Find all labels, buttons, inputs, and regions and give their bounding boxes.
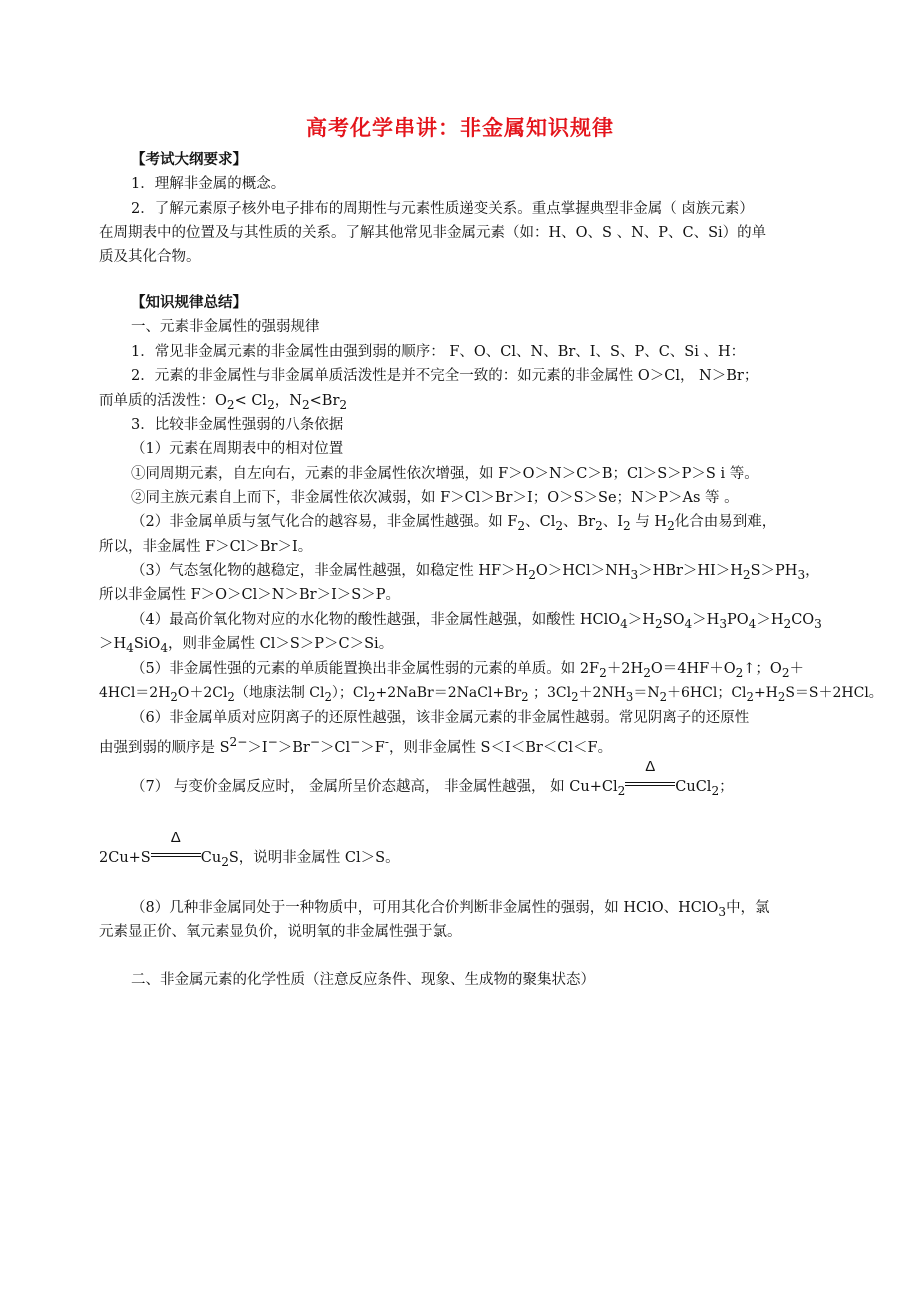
requirement-item-2-line-2: 在周期表中的位置及与其性质的关系。了解其他常见非金属元素（如：H、O、S 、N、P、C、Si）的单 <box>99 225 767 241</box>
basis-1-group: ②同主族元素自上而下，非金属性依次减弱，如 F＞Cl＞Br＞I；O＞S＞Se；N＞P＞As 等 。 <box>131 490 739 506</box>
rule-1-order: 1．常见非金属元素的非金属性由强到弱的顺序： F、O、Cl、N、Br、I、S、P、C、Si 、H： <box>131 344 746 360</box>
basis-2-line-1: （2）非金属单质与氢气化合的越容易，非金属性越强。如 $F_2$、$Cl_2$、$Br_2$、$I_2$ 与 $H_2$化合由易到难， <box>131 514 777 533</box>
basis-8-line-1: （8）几种非金属同处于一种物质中，可用其化合价判断非金属性的强弱，如 HClO、HClO$_3$中，氯 <box>131 900 770 919</box>
basis-3-line-2: 所以非金属性 F＞O＞Cl＞N＞Br＞I＞S＞P。 <box>99 587 400 603</box>
heating-arrow <box>625 758 675 797</box>
basis-7-line-1: （7） 与变价金属反应时， 金属所呈价态越高， 非金属性越强， 如 $Cu+Cl_2$ Δ CuCl$_2$； <box>131 758 734 798</box>
heating-arrow <box>151 829 201 868</box>
basis-8-line-2: 元素显正价、氧元素显负价，说明氧的非金属性强于氯。 <box>99 924 462 940</box>
basis-6-line-1: （6）非金属单质对应阴离子的还原性越强，该非金属元素的非金属性越弱。常见阴离子的还原性 <box>131 710 750 726</box>
basis-4-line-1: （4）最高价氧化物对应的水化物的酸性越强，非金属性越强，如酸性 $HClO_4>H_2SO_4>H_3PO_4>H_2CO_3$ <box>131 612 822 631</box>
basis-4-line-2: $>H_4SiO_4$，则非金属性 Cl＞S＞P＞C＞Si。 <box>99 636 394 655</box>
delta-symbol: Δ <box>170 829 181 846</box>
requirement-item-1: 1．理解非金属的概念。 <box>131 176 286 192</box>
basis-7-line-2: 2Cu+S Δ $Cu_2S$，说明非金属性 Cl＞S。 <box>99 829 400 869</box>
rule-3-heading: 3．比较非金属性强弱的八条依据 <box>131 417 344 433</box>
requirement-item-2-line-1: 2．了解元素原子核外电子排布的周期性与元素性质递变关系。重点掌握典型非金属（ 卤族元素） <box>131 201 754 217</box>
basis-1-heading: （1）元素在周期表中的相对位置 <box>131 441 344 457</box>
exam-requirements-heading: 【考试大纲要求】 <box>131 152 247 168</box>
basis-6-line-2: 由强到弱的顺序是 $S^{2-}>I^->Br^->Cl^->F^-$，则非金属性 S＜I＜Br＜Cl＜F。 <box>99 735 613 756</box>
basis-5-line-1: （5）非金属性强的元素的单质能置换出非金属性弱的元素的单质。如 $2F_2+2H_2O=4HF+O_2↑$；$O_2+$ <box>131 661 805 680</box>
basis-1-period: ①同周期元素，自左向右，元素的非金属性依次增强，如 F＞O＞N＞C＞B；Cl＞S＞P＞S i 等。 <box>131 466 759 482</box>
delta-symbol: Δ <box>645 758 656 775</box>
rule-2-line-2: 而单质的活泼性：$O_2< Cl_2$，$N_2<Br_2$ <box>99 393 348 412</box>
part-two-heading: 二、非金属元素的化学性质（注意反应条件、现象、生成物的聚集状态） <box>131 972 595 988</box>
rule-2-line-1: 2．元素的非金属性与非金属单质活泼性是并不完全一致的：如元素的非金属性 O＞Cl， N＞Br； <box>131 368 759 384</box>
basis-3-line-1: （3）气态氢化物的越稳定，非金属性越强，如稳定性 $HF>H_2O>HCl>NH_3>HBr>HI>H_2S>PH_3$， <box>131 563 820 582</box>
page-title: 高考化学串讲：非金属知识规律 <box>306 116 614 140</box>
knowledge-summary-heading: 【知识规律总结】 <box>131 295 247 311</box>
requirement-item-2-line-3: 质及其化合物。 <box>99 249 201 265</box>
basis-2-line-2: 所以，非金属性 F＞Cl＞Br＞I。 <box>99 539 313 555</box>
basis-5-line-2: $4HCl=2H_2O+2Cl_2$（地康法制 $Cl_2$）；$Cl_2+2NaBr=2NaCl+Br_2$ ；$3Cl_2+2NH_3=N_2+6HCl$；$Cl_2+H_2S=S+2HCl$。 <box>99 685 883 704</box>
part-one-heading: 一、元素非金属性的强弱规律 <box>131 319 320 335</box>
